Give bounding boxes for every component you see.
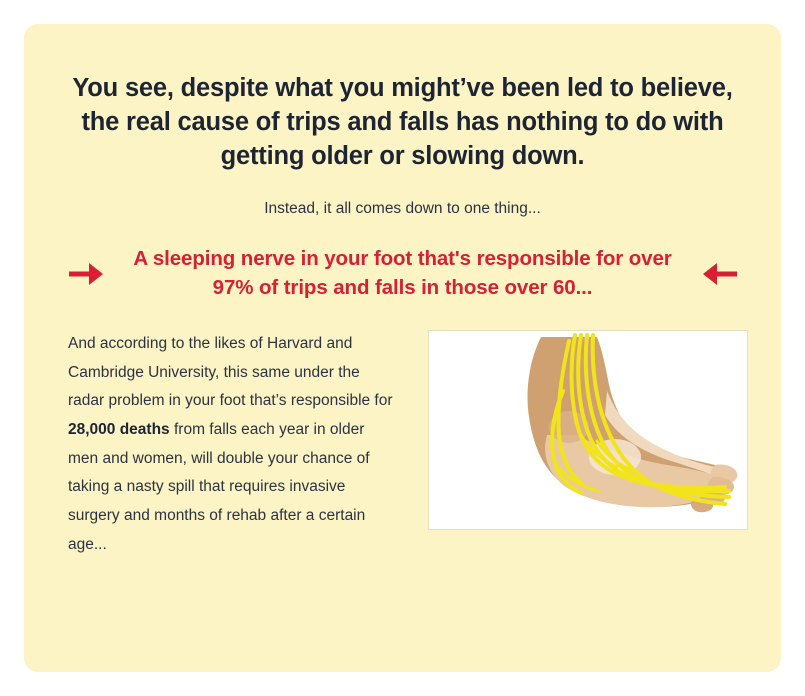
promo-card [24,24,781,672]
highlight-text: A sleeping nerve in your foot that's responsible for over 97% of trips and falls in those over 60... [133,247,672,299]
body-text-part1: And according to the likes of Harvard and Cambridge University, this same under the radar problem in your foot that’s responsible for [68,334,393,410]
foot-nerve-anatomy-illustration [428,330,748,530]
body-paragraph [68,330,398,559]
arrow-right-icon [65,257,109,291]
page-title: You see, despite what you might’ve been led to believe, the real cause of trips and falls has nothing to do with getting older or slowing down. [72,74,733,170]
content-row [24,302,781,559]
body-text-emphasis: 28,000 deaths [68,420,170,438]
subheading: Instead, it all comes down to one thing... [264,199,541,217]
foot-illustration-svg [429,331,747,529]
arrow-left-icon [697,257,741,291]
highlight-callout [24,219,781,302]
body-text-part2: from falls each year in older men and women, will double your chance of taking a nasty spill that requires invasive surgery and months of rehab after a certain age... [68,420,370,553]
